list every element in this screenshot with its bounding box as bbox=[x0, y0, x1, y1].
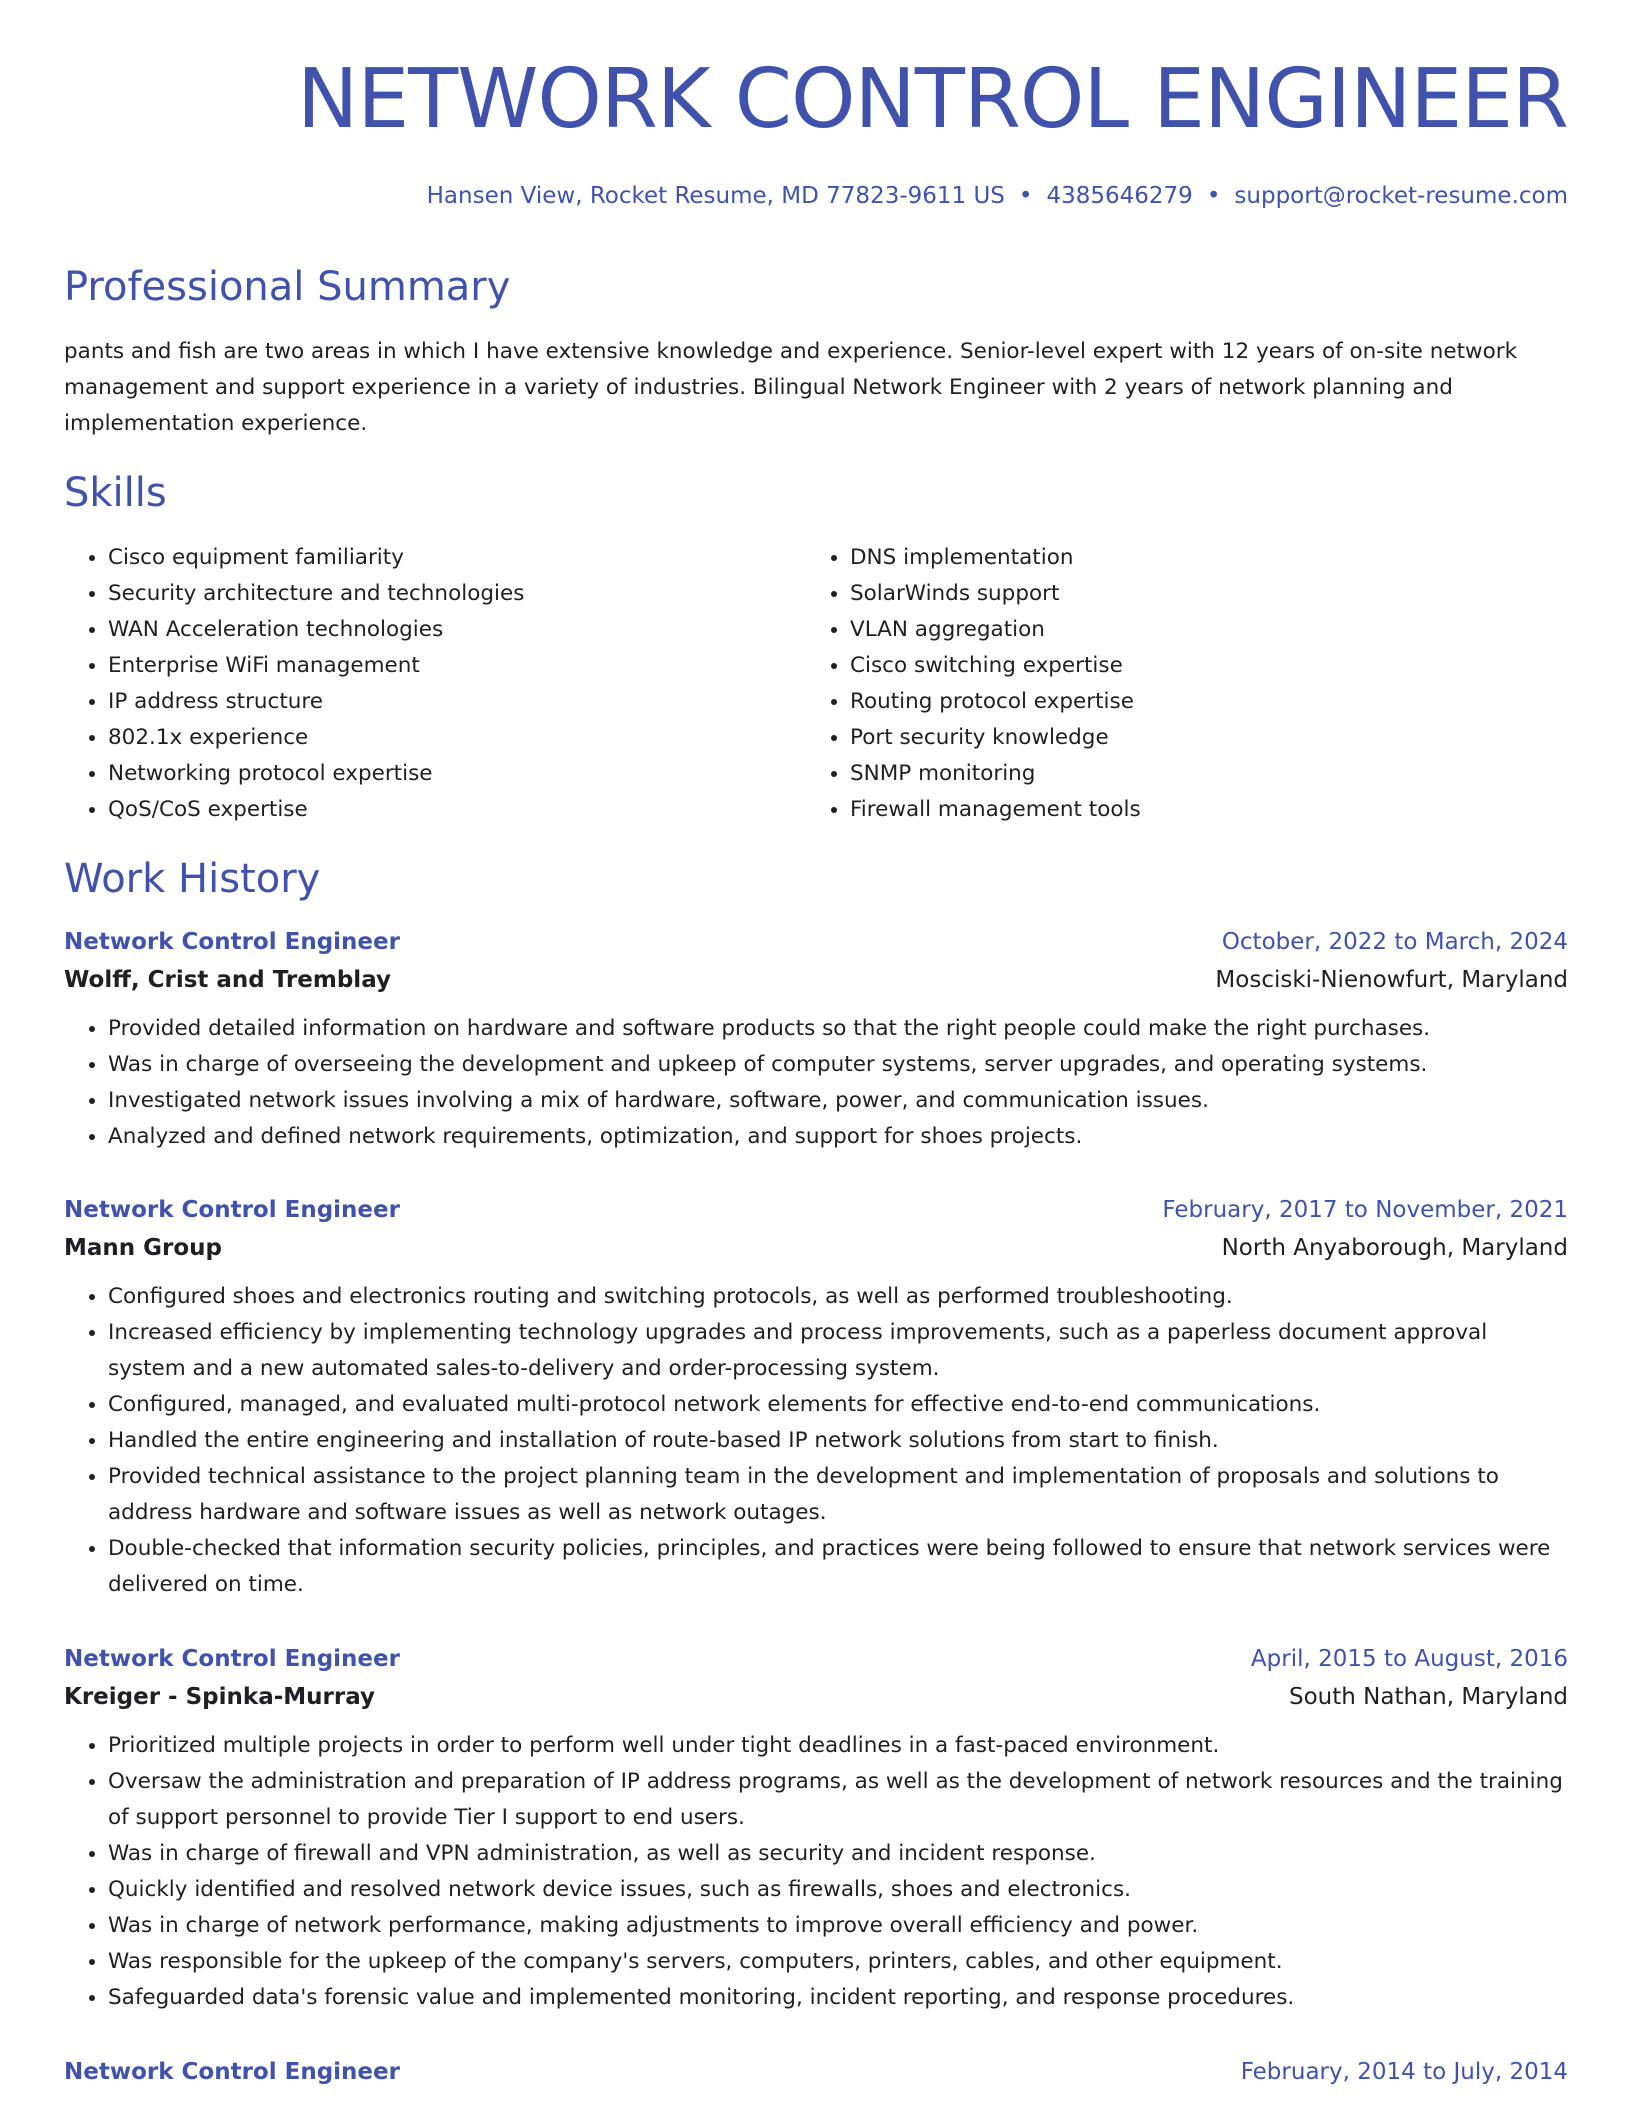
skill-item: • 802.1x experience bbox=[108, 720, 804, 756]
job-company-row bbox=[64, 1678, 1568, 1716]
job-bullets bbox=[64, 1728, 1568, 2016]
skills-column-right bbox=[806, 540, 1546, 828]
skills-section-title: Skills bbox=[64, 470, 167, 516]
job-company: Kreiger - Spinka-Murray bbox=[64, 1684, 376, 1710]
job-bullet: • Double-checked that information security policies, principles, and practices were being followed to ensure that network services were delivered on time. bbox=[108, 1531, 1568, 1603]
skill-item: • Port security knowledge bbox=[850, 720, 1546, 756]
skill-item: • Cisco equipment familiarity bbox=[108, 540, 804, 576]
work-history-section-title: Work History bbox=[64, 856, 321, 902]
job-dates: February, 2014 to July, 2014 bbox=[1240, 2059, 1568, 2085]
job-dates: February, 2017 to November, 2021 bbox=[1162, 1197, 1568, 1223]
job-bullet: • Configured, managed, and evaluated multi-protocol network elements for effective end-to-end communications. bbox=[108, 1387, 1568, 1423]
skill-item: • QoS/CoS expertise bbox=[108, 792, 804, 828]
job-company-row bbox=[64, 1229, 1568, 1267]
job-bullet: • Prioritized multiple projects in order to perform well under tight deadlines in a fast-paced environment. bbox=[108, 1728, 1568, 1764]
contact-line bbox=[427, 180, 1568, 212]
job-header-row bbox=[64, 2053, 1568, 2091]
skills-list-left bbox=[64, 540, 804, 828]
job-title: Network Control Engineer bbox=[64, 929, 400, 955]
job-company-row bbox=[64, 961, 1568, 999]
skill-item: • Firewall management tools bbox=[850, 792, 1546, 828]
resume-name-heading: NETWORK CONTROL ENGINEER bbox=[297, 52, 1568, 147]
skill-item: • Cisco switching expertise bbox=[850, 648, 1546, 684]
skill-item: • Security architecture and technologies bbox=[108, 576, 804, 612]
job-entry bbox=[64, 1191, 1568, 1603]
job-company: Wolff, Crist and Tremblay bbox=[64, 967, 391, 993]
job-bullet: • Analyzed and defined network requirements, optimization, and support for shoes projects. bbox=[108, 1119, 1568, 1155]
job-header-row bbox=[64, 1640, 1568, 1678]
skill-item: • Enterprise WiFi management bbox=[108, 648, 804, 684]
summary-text: pants and fish are two areas in which I have extensive knowledge and experience. Senior-level expert with 12 years of on-site network management and support experience in a variety of industries. Bilingual Network Engineer with 2 years of network planning and implementation experience. bbox=[64, 339, 1518, 436]
job-entry bbox=[64, 1640, 1568, 2016]
contact-phone: 4385646279 bbox=[1046, 183, 1193, 209]
job-company: Mann Group bbox=[64, 1235, 223, 1261]
job-location: South Nathan, Maryland bbox=[1288, 1684, 1568, 1710]
job-bullets bbox=[64, 1279, 1568, 1603]
skill-item: • SNMP monitoring bbox=[850, 756, 1546, 792]
job-bullet: • Oversaw the administration and preparation of IP address programs, as well as the development of network resources and the training of support personnel to provide Tier I support to end users. bbox=[108, 1764, 1568, 1836]
job-title: Network Control Engineer bbox=[64, 1197, 400, 1223]
job-bullet: • Configured shoes and electronics routing and switching protocols, as well as performed troubleshooting. bbox=[108, 1279, 1568, 1315]
job-location: Mosciski-Nienowfurt, Maryland bbox=[1215, 967, 1568, 993]
skill-item: • Networking protocol expertise bbox=[108, 756, 804, 792]
job-bullet: • Handled the entire engineering and installation of route-based IP network solutions from start to finish. bbox=[108, 1423, 1568, 1459]
job-entry bbox=[64, 2053, 1568, 2091]
contact-address: Hansen View, Rocket Resume, MD 77823-9611 US bbox=[426, 183, 1005, 209]
skill-item: • Routing protocol expertise bbox=[850, 684, 1546, 720]
job-bullet: • Was in charge of network performance, making adjustments to improve overall efficiency and power. bbox=[108, 1908, 1568, 1944]
skill-item: • DNS implementation bbox=[850, 540, 1546, 576]
skill-item: • WAN Acceleration technologies bbox=[108, 612, 804, 648]
job-bullet: • Provided detailed information on hardware and software products so that the right people could make the right purchases. bbox=[108, 1011, 1568, 1047]
job-bullet: • Increased efficiency by implementing technology upgrades and process improvements, such as a paperless document approval system and a new automated sales-to-delivery and order-processing system. bbox=[108, 1315, 1568, 1387]
job-dates: April, 2015 to August, 2016 bbox=[1250, 1646, 1568, 1672]
job-bullet: • Provided technical assistance to the project planning team in the development and implementation of proposals and solutions to address hardware and software issues as well as network outages. bbox=[108, 1459, 1568, 1531]
job-bullets bbox=[64, 1011, 1568, 1155]
job-entry bbox=[64, 923, 1568, 1155]
job-header-row bbox=[64, 923, 1568, 961]
job-title: Network Control Engineer bbox=[64, 1646, 400, 1672]
skills-list-right bbox=[806, 540, 1546, 828]
summary-section-title: Professional Summary bbox=[64, 264, 511, 310]
job-bullet: • Was responsible for the upkeep of the company's servers, computers, printers, cables, and other equipment. bbox=[108, 1944, 1568, 1980]
job-dates: October, 2022 to March, 2024 bbox=[1221, 929, 1568, 955]
contact-separator: • bbox=[1018, 183, 1033, 209]
contact-email: support@rocket-resume.com bbox=[1234, 183, 1568, 209]
skill-item: • IP address structure bbox=[108, 684, 804, 720]
job-bullet: • Was in charge of overseeing the development and upkeep of computer systems, server upgrades, and operating systems. bbox=[108, 1047, 1568, 1083]
job-title: Network Control Engineer bbox=[64, 2059, 400, 2085]
skill-item: • SolarWinds support bbox=[850, 576, 1546, 612]
job-location: North Anyaborough, Maryland bbox=[1221, 1235, 1568, 1261]
skill-item: • VLAN aggregation bbox=[850, 612, 1546, 648]
job-bullet: • Safeguarded data's forensic value and implemented monitoring, incident reporting, and response procedures. bbox=[108, 1980, 1568, 2016]
job-bullet: • Was in charge of firewall and VPN administration, as well as security and incident response. bbox=[108, 1836, 1568, 1872]
job-header-row bbox=[64, 1191, 1568, 1229]
skills-column-left bbox=[64, 540, 804, 828]
job-bullet: • Quickly identified and resolved network device issues, such as firewalls, shoes and electronics. bbox=[108, 1872, 1568, 1908]
contact-separator: • bbox=[1206, 183, 1221, 209]
job-bullet: • Investigated network issues involving a mix of hardware, software, power, and communication issues. bbox=[108, 1083, 1568, 1119]
